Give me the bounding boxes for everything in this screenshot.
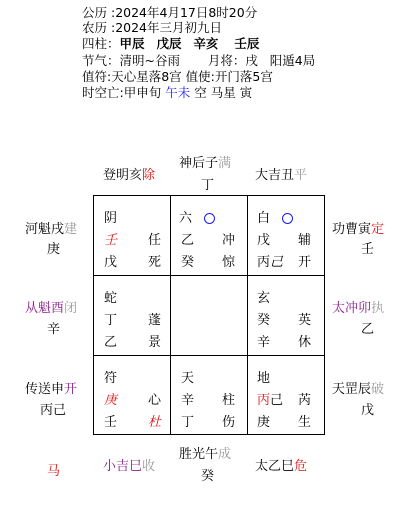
palace-2-earth-stem: 癸 — [181, 255, 195, 270]
outer-right-top — [332, 218, 384, 237]
grid-line — [93, 434, 325, 435]
outer-top-mid-officer: 满 — [218, 156, 232, 171]
kongwang-circle-icon — [204, 213, 215, 224]
zhishi-label: 值使: — [185, 69, 215, 84]
palace-4-star: 蓬 — [148, 313, 162, 328]
kongwang-kong: 午未 — [165, 85, 191, 100]
outer-left-mid — [25, 297, 77, 316]
kongwang-circle-icon — [282, 213, 293, 224]
outer-right-mid — [332, 297, 384, 316]
horse-star: 马 — [47, 464, 61, 479]
sizhu-year: 甲辰 — [119, 36, 145, 51]
palace-9-heaven-stem — [257, 389, 283, 408]
palace-4-heaven-stem: 丁 — [104, 313, 118, 328]
palace-1-earth-stem: 戊 — [104, 255, 118, 270]
header-gongli — [82, 6, 257, 20]
header-sizhu — [82, 37, 259, 51]
palace-1-god: 阴 — [104, 211, 118, 226]
yuejiang-label: 月将： — [207, 53, 246, 68]
outer-top-mid — [179, 152, 231, 171]
palace-8-heaven-stem: 辛 — [181, 393, 195, 408]
mayin-label: 马星 — [210, 85, 236, 100]
outer-bot-left-name: 小吉巳 — [103, 459, 143, 474]
grid-line — [247, 195, 248, 435]
outer-left-mid-stem: 辛 — [47, 322, 61, 337]
outer-top-right-name: 大吉丑 — [255, 168, 295, 183]
outer-bot-mid-name: 胜光午 — [179, 447, 219, 462]
outer-bot-mid-officer: 成 — [218, 447, 232, 462]
gongli-label: 公历 : — [82, 5, 116, 20]
palace-6-heaven-stem: 癸 — [257, 313, 271, 328]
palace-2-star: 冲 — [222, 233, 236, 248]
outer-bot-mid — [179, 443, 231, 462]
palace-7-god: 符 — [104, 371, 118, 386]
zhishi-value: 开门落5宫 — [214, 69, 273, 84]
palace-8-door: 伤 — [222, 415, 236, 430]
palace-2-god — [179, 207, 215, 226]
palace-6-earth-stem: 辛 — [257, 335, 271, 350]
sizhu-label: 四柱： — [82, 36, 120, 51]
outer-bot-right-officer: 危 — [294, 459, 308, 474]
grid-line — [324, 195, 325, 435]
palace-3-earth-stem-b: 己 — [270, 255, 284, 270]
palace-3-god-text: 白 — [257, 211, 271, 226]
outer-right-top-stem: 壬 — [361, 242, 375, 257]
outer-top-mid-stem: 丁 — [201, 178, 215, 193]
palace-1-heaven-stem: 壬 — [104, 233, 118, 248]
kongwang-kong-word: 空 — [194, 85, 207, 100]
outer-left-top — [25, 218, 77, 237]
outer-top-left-officer: 除 — [142, 168, 156, 183]
outer-right-bot-name: 天罡辰 — [332, 382, 372, 397]
mayin-value: 寅 — [239, 85, 253, 100]
grid-line — [93, 275, 325, 276]
palace-6-door: 休 — [298, 335, 312, 350]
outer-right-bot — [332, 378, 384, 397]
palace-4-god: 蛇 — [104, 291, 118, 306]
palace-7-heaven-stem: 庚 — [104, 393, 118, 408]
grid-line — [93, 195, 325, 196]
palace-3-god — [257, 207, 293, 226]
palace-8-star: 柱 — [222, 393, 236, 408]
sizhu-month: 戊辰 — [156, 36, 182, 51]
header-nongli — [82, 21, 222, 35]
outer-bot-right — [255, 455, 307, 474]
grid-line — [93, 195, 94, 435]
header-kongwang — [82, 86, 252, 100]
outer-left-bot — [25, 378, 77, 397]
kongwang-label: 时空亡: — [82, 85, 124, 100]
outer-right-mid-stem: 乙 — [361, 322, 375, 337]
sizhu-day: 辛亥 — [193, 36, 219, 51]
grid-line — [170, 195, 171, 435]
outer-bot-mid-stem: 癸 — [201, 469, 215, 484]
outer-left-bot-officer: 开 — [64, 382, 78, 397]
palace-grid — [93, 195, 325, 435]
yuejiang-value: 戌 — [245, 53, 258, 68]
outer-bot-left — [103, 455, 155, 474]
grid-line — [93, 355, 325, 356]
palace-3-earth-stem-a: 丙 — [257, 255, 271, 270]
palace-9-god: 地 — [257, 371, 271, 386]
palace-2-door: 惊 — [222, 255, 236, 270]
palace-2-god-text: 六 — [179, 211, 193, 226]
outer-left-bot-stem: 丙己 — [40, 403, 67, 418]
outer-right-bot-officer: 破 — [371, 382, 385, 397]
outer-top-left — [103, 164, 155, 183]
palace-2-heaven-stem: 乙 — [181, 233, 195, 248]
outer-top-mid-name: 神后子 — [179, 156, 219, 171]
palace-9-earth-stem: 庚 — [257, 415, 271, 430]
palace-3-star: 辅 — [298, 233, 312, 248]
sizhu-hour: 壬辰 — [234, 36, 260, 51]
outer-top-left-name: 登明亥 — [103, 168, 143, 183]
palace-7-door: 杜 — [148, 415, 162, 430]
kongwang-xun: 甲申旬 — [123, 85, 162, 100]
gongli-value: 2024年4月17日8时20分 — [115, 5, 258, 20]
outer-right-mid-name: 太冲卯 — [332, 301, 372, 316]
palace-8-earth-stem: 丁 — [181, 415, 195, 430]
palace-6-god: 玄 — [257, 291, 271, 306]
palace-3-earth-stem — [257, 251, 283, 270]
header-jieqi — [82, 54, 315, 68]
palace-4-door: 景 — [148, 335, 162, 350]
palace-9-heaven-stem-b: 己 — [270, 393, 284, 408]
zhifu-label: 值符: — [82, 69, 112, 84]
outer-right-top-officer: 定 — [371, 222, 385, 237]
palace-7-earth-stem: 壬 — [104, 415, 118, 430]
outer-top-right — [255, 164, 307, 183]
outer-left-top-stem: 庚 — [47, 242, 61, 257]
nongli-label: 农历 : — [82, 20, 116, 35]
palace-3-heaven-stem: 戊 — [257, 233, 271, 248]
palace-9-star: 芮 — [298, 393, 312, 408]
outer-bot-left-officer: 收 — [142, 459, 156, 474]
outer-left-mid-officer: 闭 — [64, 301, 78, 316]
palace-3-door: 开 — [298, 255, 312, 270]
outer-left-top-name: 河魁戌 — [25, 222, 65, 237]
palace-7-star: 心 — [148, 393, 162, 408]
outer-left-top-officer: 建 — [64, 222, 78, 237]
outer-right-mid-officer: 执 — [371, 301, 385, 316]
zhifu-value: 天心星落8宫 — [111, 69, 182, 84]
palace-1-star: 任 — [148, 233, 162, 248]
jieqi-value: 清明~谷雨 — [119, 53, 180, 68]
palace-8-god: 天 — [181, 371, 195, 386]
jieqi-label: 节气： — [82, 53, 120, 68]
outer-left-mid-name: 从魁酉 — [25, 301, 65, 316]
palace-4-earth-stem: 乙 — [104, 335, 118, 350]
palace-9-door: 生 — [298, 415, 312, 430]
palace-9-heaven-stem-a: 丙 — [257, 393, 271, 408]
header-zhifu — [82, 70, 273, 84]
palace-1-door: 死 — [148, 255, 162, 270]
yangdun: 阳遁4局 — [269, 53, 316, 68]
outer-right-top-name: 功曹寅 — [332, 222, 372, 237]
nongli-value: 2024年三月初九日 — [115, 20, 222, 35]
outer-top-right-officer: 平 — [294, 168, 308, 183]
outer-right-bot-stem: 戊 — [361, 403, 375, 418]
outer-bot-right-name: 太乙巳 — [255, 459, 295, 474]
outer-left-bot-name: 传送申 — [25, 382, 65, 397]
palace-6-star: 英 — [298, 313, 312, 328]
